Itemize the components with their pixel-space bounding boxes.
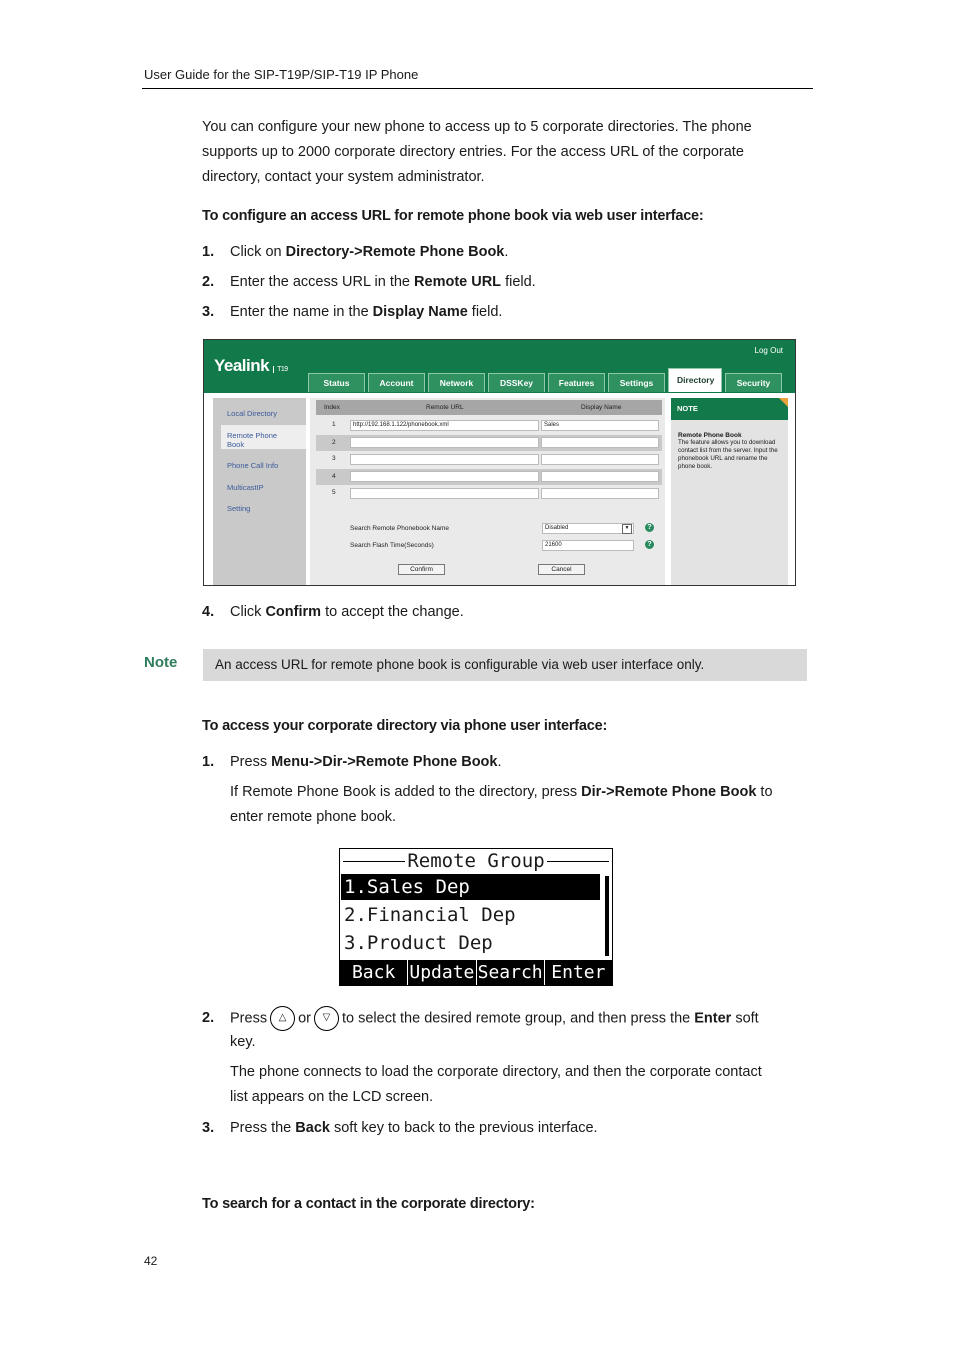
remote-url-input[interactable] [350, 488, 539, 499]
step-bold: Menu->Dir->Remote Phone Book [271, 754, 498, 770]
tab-settings[interactable]: Settings [608, 373, 665, 392]
step-text: If Remote Phone Book is added to the directory, press [230, 784, 582, 800]
search-name-select[interactable]: Disabled ▼ [542, 523, 634, 534]
remote-url-input[interactable] [350, 437, 539, 448]
flash-time-input[interactable]: 21600 [542, 540, 634, 551]
page-number: 42 [144, 1254, 158, 1268]
col-index: Index [324, 404, 340, 411]
section2-step-1 [202, 754, 502, 770]
tab-directory[interactable]: Directory [668, 368, 722, 392]
display-name-input[interactable] [541, 488, 659, 499]
tab-security[interactable]: Security [725, 373, 782, 392]
section1-step-1 [202, 244, 508, 260]
step-bold: Enter [694, 1010, 732, 1027]
step-text-end: to [756, 784, 773, 800]
flash-time-label: Search Flash Time(Seconds) [350, 542, 434, 549]
web-main-panel [310, 398, 665, 586]
note-corner [779, 398, 788, 407]
help-icon[interactable]: ? [645, 540, 654, 549]
step-bold: Display Name [372, 304, 468, 320]
running-header: User Guide for the SIP-T19P/SIP-T19 IP Phone [144, 67, 419, 82]
table-row [316, 452, 662, 468]
step-number: 2. [202, 274, 215, 290]
table-header [316, 400, 662, 415]
cancel-button[interactable]: Cancel [538, 564, 585, 575]
step-number: 1. [202, 754, 215, 770]
step-number: 2. [202, 1010, 215, 1027]
sidebar-item-remote-phone-book[interactable]: Remote Phone [227, 431, 278, 440]
section1-step-4 [202, 604, 464, 620]
step-text: Enter the access URL in the [230, 274, 415, 290]
display-name-input[interactable] [541, 471, 659, 482]
display-name-input[interactable] [541, 437, 659, 448]
step-text: Enter the name in the [230, 304, 373, 320]
search-name-label: Search Remote Phonebook Name [350, 525, 450, 532]
section2-heading: To access your corporate directory via phone user interface: [202, 718, 608, 734]
display-name-input[interactable]: Sales [541, 420, 659, 431]
table-row [316, 469, 662, 485]
softkey-search[interactable]: Search [476, 960, 544, 986]
step-number: 4. [202, 604, 215, 620]
row-index: 4 [332, 473, 336, 480]
lcd-list-item-selected[interactable]: 1.Sales Dep [341, 874, 600, 900]
step-text-end: soft [731, 1010, 759, 1027]
remote-url-input[interactable] [350, 471, 539, 482]
table-row [316, 418, 662, 434]
row-index: 1 [332, 421, 336, 428]
sidebar-item-setting[interactable]: Setting [227, 504, 251, 513]
section2-step-1-detail [230, 784, 773, 800]
step-number: 3. [202, 304, 215, 320]
display-name-input[interactable] [541, 454, 659, 465]
step-text-end: field. [501, 274, 536, 290]
step-bold: Remote URL [414, 274, 502, 290]
tab-status[interactable]: Status [308, 373, 365, 392]
step-text-end: to accept the change. [321, 604, 464, 620]
row-index: 2 [332, 439, 336, 446]
lcd-scrollbar [605, 876, 609, 956]
section2-step-2-detail-2: list appears on the LCD screen. [230, 1089, 434, 1105]
section1-step-2 [202, 274, 536, 290]
section1-step-3 [202, 304, 502, 320]
remote-url-input[interactable] [350, 454, 539, 465]
header-rule [142, 88, 813, 89]
step-text: Click on [230, 244, 286, 260]
note-title: Remote Phone Book [678, 432, 742, 439]
lcd-list-item[interactable]: 2.Financial Dep [344, 904, 516, 926]
tab-features[interactable]: Features [548, 373, 605, 392]
tab-network[interactable]: Network [428, 373, 485, 392]
sidebar-item-remote-phone-book-2[interactable]: Book [227, 440, 245, 449]
section2-step-1-detail-2: enter remote phone book. [230, 809, 397, 825]
step-bold: Confirm [265, 604, 322, 620]
table-row [316, 435, 662, 451]
logout-link[interactable]: Log Out [754, 346, 783, 355]
step-text-end: field. [467, 304, 503, 320]
lcd-softkeys [340, 960, 612, 986]
step-number: 1. [202, 244, 215, 260]
step-text-end: soft key to back to the previous interface. [329, 1120, 598, 1136]
col-display-name: Display Name [581, 404, 622, 411]
web-ui-screenshot [203, 339, 796, 586]
remote-url-input[interactable]: http://192.168.1.122/phonebook.xml [350, 420, 539, 431]
lcd-title: Remote Group [407, 850, 545, 872]
step-bold: Dir->Remote Phone Book [581, 784, 757, 800]
step-number: 3. [202, 1120, 215, 1136]
softkey-enter[interactable]: Enter [544, 960, 612, 986]
chevron-down-icon: ▼ [622, 524, 632, 534]
web-note-panel [671, 398, 788, 586]
step-text: Click [230, 604, 266, 620]
col-remote-url: Remote URL [426, 404, 464, 411]
lcd-list-item[interactable]: 3.Product Dep [344, 932, 493, 954]
step-bold: Back [295, 1120, 330, 1136]
section2-step-2 [202, 1006, 759, 1031]
step-text-mid: to select the desired remote group, and then press the [341, 1010, 695, 1027]
step-text: Press [230, 754, 272, 770]
sidebar-item-multicastip[interactable]: MulticastIP [227, 483, 264, 492]
row-index: 5 [332, 489, 336, 496]
section2-step-2-detail: The phone connects to load the corporate directory, and then the corporate contact [230, 1064, 762, 1080]
help-icon[interactable]: ? [645, 523, 654, 532]
intro-paragraph [202, 115, 812, 190]
intro-line-3: directory, contact your system administrator. [202, 169, 485, 185]
confirm-button[interactable]: Confirm [398, 564, 445, 575]
note-label: Note [144, 654, 178, 671]
note-text: The feature allows you to download contact list from the server. Input the phonebook URL and rename the phone book. [678, 439, 778, 470]
phone-lcd-screen [339, 848, 613, 986]
section2-step-2-cont: key. [230, 1034, 256, 1050]
step-or: or [298, 1010, 311, 1027]
up-arrow-icon: △ [270, 1006, 295, 1031]
sidebar-item-local-directory[interactable]: Local Directory [227, 409, 278, 418]
step-text-end: . [497, 754, 502, 770]
web-tabs [308, 373, 782, 393]
step-text: Press [230, 1010, 268, 1027]
step-text: Press the [230, 1120, 296, 1136]
note-header: NOTE [671, 398, 788, 420]
step-text-end: . [504, 244, 509, 260]
note-box: An access URL for remote phone book is configurable via web user interface only. [203, 649, 807, 681]
step-bold: Directory->Remote Phone Book [285, 244, 505, 260]
web-sidebar [213, 398, 306, 586]
tab-dsskey[interactable]: DSSKey [488, 373, 545, 392]
table-row [316, 486, 662, 502]
section3-heading: To search for a contact in the corporate directory: [202, 1196, 535, 1212]
web-top-bar [204, 340, 795, 393]
sidebar-item-phone-call-info[interactable]: Phone Call Info [227, 461, 279, 470]
intro-line-1: You can configure your new phone to access up to 5 corporate directories. The phone [202, 119, 752, 135]
softkey-back[interactable]: Back [351, 962, 396, 983]
yealink-logo: Yealink T19 [214, 356, 288, 375]
section2-step-3 [202, 1120, 598, 1136]
softkey-update[interactable]: Update [407, 960, 475, 986]
row-index: 3 [332, 455, 336, 462]
tab-account[interactable]: Account [368, 373, 425, 392]
down-arrow-icon: ▽ [314, 1006, 339, 1031]
model-label: T19 [273, 366, 288, 373]
section1-heading: To configure an access URL for remote phone book via web user interface: [202, 208, 704, 224]
intro-line-2: supports up to 2000 corporate directory entries. For the access URL of the corporate [202, 144, 744, 160]
